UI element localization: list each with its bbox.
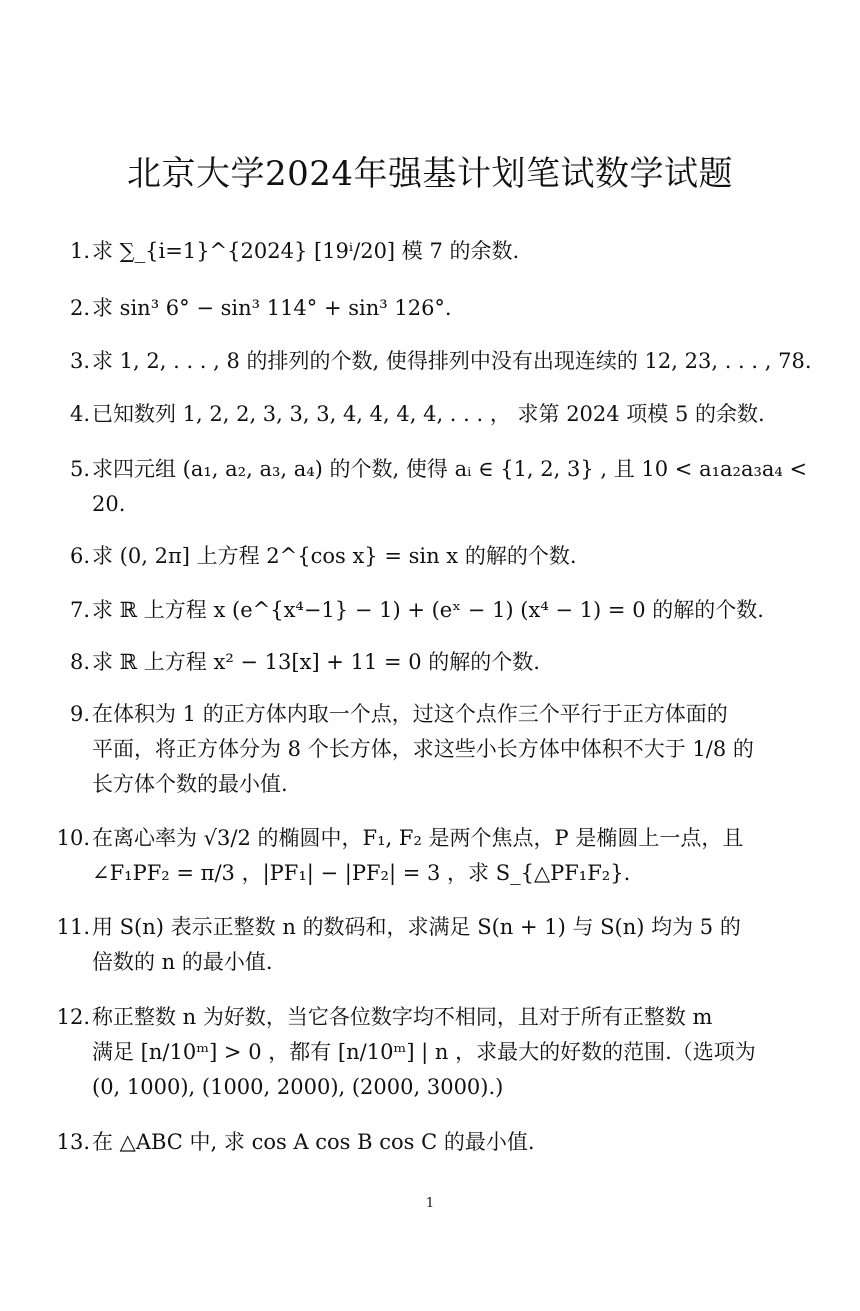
problem-text: 平面，将正方体分为 8 个长方体，求这些小长方体中体积不大于 1/8 的 xyxy=(92,737,754,761)
problem-text: 长方体个数的最小值. xyxy=(92,772,288,796)
page-title: 北京大学2024年强基计划笔试数学试题 xyxy=(126,154,734,194)
problem-text: 求 (0, 2π] 上方程 2^{cos x} = sin x 的解的个数. xyxy=(92,544,577,568)
problem-text: 求 ℝ 上方程 x (e^{x⁴−1} − 1) + (eˣ − 1) (x⁴ − 1) = 0 的解的个数. xyxy=(92,598,764,622)
problem-number: 1. xyxy=(69,239,90,263)
problem-text: 求 ∑_{i=1}^{2024} [19ⁱ/20] 模 7 的余数. xyxy=(92,239,520,263)
problem-number: 11. xyxy=(56,915,90,939)
problem-text: 称正整数 n 为好数，当它各位数字均不相同，且对于所有正整数 m xyxy=(92,1005,713,1029)
problem-number: 2. xyxy=(69,296,90,320)
problem-text: (0, 1000), (1000, 2000), (2000, 3000).) xyxy=(92,1075,504,1099)
problem-text: 用 S(n) 表示正整数 n 的数码和，求满足 S(n + 1) 与 S(n) 均为 5 的 xyxy=(92,915,741,939)
problem-number: 7. xyxy=(69,598,90,622)
problem-number: 10. xyxy=(56,826,90,850)
problem-text: ∠F₁PF₂ = π/3 ，|PF₁| − |PF₂| = 3 ，求 S_{△PF₁F₂}. xyxy=(92,861,631,885)
problem-text: 20. xyxy=(92,492,126,516)
problem-number: 9. xyxy=(69,702,90,726)
problem-number: 5. xyxy=(69,457,90,481)
problem-text: 满足 [n/10ᵐ] > 0 ，都有 [n/10ᵐ] | n ，求最大的好数的范围.（选项为 xyxy=(92,1040,756,1064)
problem-text: 倍数的 n 的最小值. xyxy=(92,950,273,974)
problem-number: 3. xyxy=(69,349,90,373)
page-number: 1 xyxy=(425,1196,435,1211)
problem-number: 6. xyxy=(69,544,90,568)
problem-text: 在离心率为 √3/2 的椭圆中，F₁, F₂ 是两个焦点，P 是椭圆上一点，且 xyxy=(92,826,744,850)
problem-number: 4. xyxy=(69,402,90,426)
problem-number: 8. xyxy=(69,650,90,674)
problem-text: 已知数列 1, 2, 2, 3, 3, 3, 4, 4, 4, 4, . . . ， 求第 2024 项模 5 的余数. xyxy=(92,402,765,426)
problem-text: 求 1, 2, . . . , 8 的排列的个数, 使得排列中没有出现连续的 12, 23, . . . , 78. xyxy=(92,349,812,373)
problem-text: 求四元组 (a₁, a₂, a₃, a₄) 的个数, 使得 aᵢ ∈ {1, 2, 3} , 且 10 < a₁a₂a₃a₄ < xyxy=(92,457,808,481)
problem-text: 在 △ABC 中, 求 cos A cos B cos C 的最小值. xyxy=(92,1130,535,1154)
problem-text: 求 sin³ 6° − sin³ 114° + sin³ 126°. xyxy=(92,296,452,320)
problem-number: 12. xyxy=(56,1005,90,1029)
problem-text: 求 ℝ 上方程 x² − 13[x] + 11 = 0 的解的个数. xyxy=(92,650,540,674)
problem-text: 在体积为 1 的正方体内取一个点，过这个点作三个平行于正方体面的 xyxy=(92,702,728,726)
problem-number: 13. xyxy=(56,1130,90,1154)
